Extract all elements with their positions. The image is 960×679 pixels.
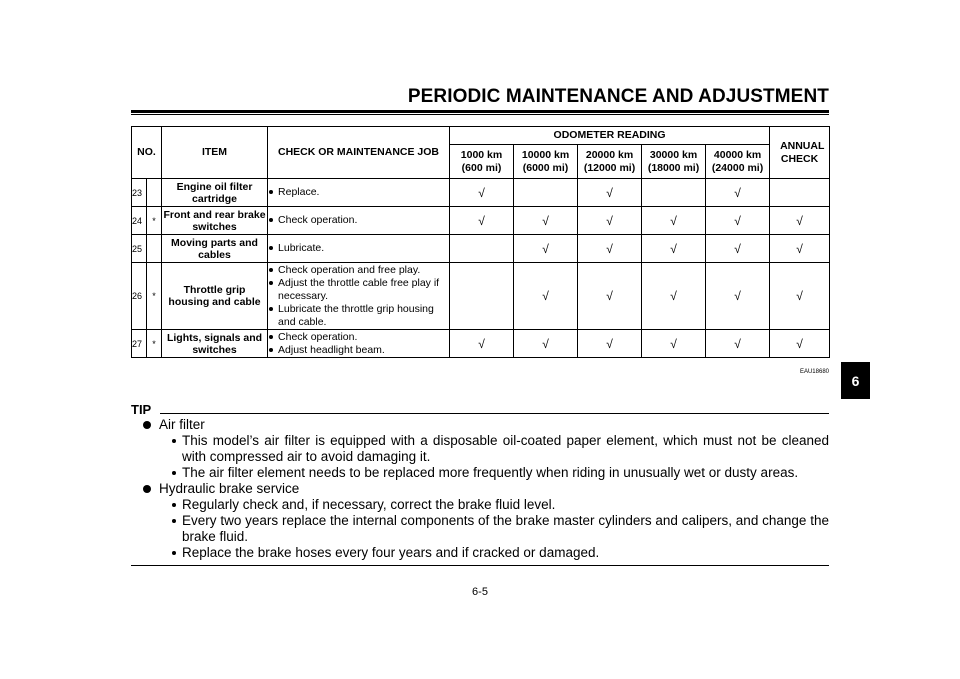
odometer-mi: (12000 mi)	[583, 161, 636, 174]
odometer-km: 1000 km	[460, 148, 503, 161]
row-item: Lights, signals and switches	[162, 330, 268, 358]
odometer-mi: (18000 mi)	[647, 161, 700, 174]
row-dealer-mark	[147, 179, 162, 207]
header-no: NO.	[132, 127, 162, 179]
odometer-km: 30000 km	[649, 148, 698, 161]
odometer-mi: (600 mi)	[461, 161, 502, 174]
table-row	[132, 330, 830, 358]
row-item: Throttle grip housing and cable	[162, 263, 268, 330]
check-mark-cell: √	[706, 263, 770, 330]
tip-body	[140, 417, 829, 561]
tip-section-list	[140, 433, 829, 481]
row-dealer-mark: *	[147, 207, 162, 235]
row-number: 27	[132, 330, 147, 358]
header-job: CHECK OR MAINTENANCE JOB	[268, 127, 450, 179]
job-list	[268, 242, 449, 255]
check-mark-cell: √	[578, 207, 642, 235]
row-number: 24	[132, 207, 147, 235]
row-item: Moving parts and cables	[162, 235, 268, 263]
check-mark-cell: √	[770, 235, 830, 263]
odometer-km: 40000 km	[713, 148, 762, 161]
check-mark-cell	[770, 179, 830, 207]
row-job	[268, 179, 450, 207]
check-mark-cell: √	[578, 330, 642, 358]
header-odometer-1	[514, 145, 578, 179]
check-mark-cell: √	[642, 263, 706, 330]
check-mark-cell: √	[770, 330, 830, 358]
check-mark-cell: √	[578, 179, 642, 207]
job-item: Check operation.	[268, 214, 449, 227]
check-mark-cell: √	[706, 179, 770, 207]
job-item: Lubricate.	[268, 242, 449, 255]
table-row	[132, 179, 830, 207]
odometer-mi: (6000 mi)	[522, 161, 569, 174]
job-item: Adjust the throttle cable free play if necessary.	[268, 277, 449, 303]
page-title: PERIODIC MAINTENANCE AND ADJUSTMENT	[407, 86, 829, 107]
row-item: Engine oil filter cartridge	[162, 179, 268, 207]
row-item: Front and rear brake switches	[163, 208, 266, 233]
header-odometer-0	[450, 145, 514, 179]
job-item: Check operation.	[268, 331, 449, 344]
check-mark-cell: √	[450, 207, 514, 235]
row-dealer-mark	[147, 235, 162, 263]
tip-item: Every two years replace the internal components of the brake master cylinders and calipers, and change the brake fluid.	[170, 513, 829, 545]
job-item: Adjust headlight beam.	[268, 344, 449, 357]
tip-item: This model’s air filter is equipped with a disposable oil-coated paper element, which must not be cleaned with compressed air to avoid damaging it.	[170, 433, 829, 465]
table-row	[132, 263, 830, 330]
check-mark-cell: √	[642, 235, 706, 263]
row-job	[268, 235, 450, 263]
check-mark-cell: √	[770, 263, 830, 330]
odometer-mi: (24000 mi)	[711, 161, 764, 174]
header-odometer-4	[706, 145, 770, 179]
maintenance-table	[131, 126, 830, 358]
check-mark-cell: √	[578, 263, 642, 330]
header-annual: ANNUAL CHECK	[770, 127, 830, 179]
row-number: 23	[132, 179, 147, 207]
check-mark-cell: √	[514, 330, 578, 358]
check-mark-cell: √	[514, 263, 578, 330]
tip-section-title: Hydraulic brake service	[140, 481, 829, 497]
table-row	[132, 207, 830, 235]
check-mark-cell	[450, 263, 514, 330]
header-odometer-3	[642, 145, 706, 179]
job-list	[268, 331, 449, 357]
row-job	[268, 330, 450, 358]
row-job	[268, 263, 450, 330]
check-mark-cell: √	[706, 235, 770, 263]
header-odometer: ODOMETER READING	[450, 127, 770, 145]
check-mark-cell: √	[450, 330, 514, 358]
header-item: ITEM	[162, 127, 268, 179]
check-mark-cell: √	[450, 179, 514, 207]
check-mark-cell: √	[514, 235, 578, 263]
odometer-km: 20000 km	[585, 148, 634, 161]
tip-label: TIP	[131, 402, 152, 417]
odometer-km: 10000 km	[521, 148, 570, 161]
job-item: Lubricate the throttle grip housing and cable.	[268, 303, 449, 329]
tip-section-title: Air filter	[140, 417, 829, 433]
row-number: 26	[132, 263, 147, 330]
check-mark-cell: √	[770, 207, 830, 235]
document-code: EAU18680	[799, 369, 829, 375]
tip-item: Regularly check and, if necessary, correct the brake fluid level.	[170, 497, 829, 513]
job-list	[268, 186, 449, 199]
chapter-tab: 6	[841, 362, 870, 399]
header-odometer-2	[578, 145, 642, 179]
row-job	[268, 207, 450, 235]
row-number: 25	[132, 235, 147, 263]
check-mark-cell	[642, 179, 706, 207]
check-mark-cell: √	[514, 207, 578, 235]
row-dealer-mark: *	[147, 330, 162, 358]
check-mark-cell	[450, 235, 514, 263]
job-list	[268, 214, 449, 227]
tip-item: The air filter element needs to be replaced more frequently when riding in unusually wet or dusty areas.	[170, 465, 829, 481]
tip-rule-bottom	[131, 565, 829, 566]
check-mark-cell: √	[706, 207, 770, 235]
check-mark-cell: √	[578, 235, 642, 263]
tip-item: Replace the brake hoses every four years and if cracked or damaged.	[170, 545, 829, 561]
tip-rule-top	[160, 413, 829, 414]
title-rule	[131, 110, 829, 115]
table-row	[132, 235, 830, 263]
tip-section-list	[140, 497, 829, 561]
check-mark-cell: √	[706, 330, 770, 358]
job-list	[268, 264, 449, 329]
check-mark-cell: √	[642, 330, 706, 358]
job-item: Check operation and free play.	[268, 264, 449, 277]
page-number: 6-5	[472, 586, 488, 598]
row-dealer-mark: *	[147, 263, 162, 330]
check-mark-cell	[514, 179, 578, 207]
check-mark-cell: √	[642, 207, 706, 235]
job-item: Replace.	[268, 186, 449, 199]
